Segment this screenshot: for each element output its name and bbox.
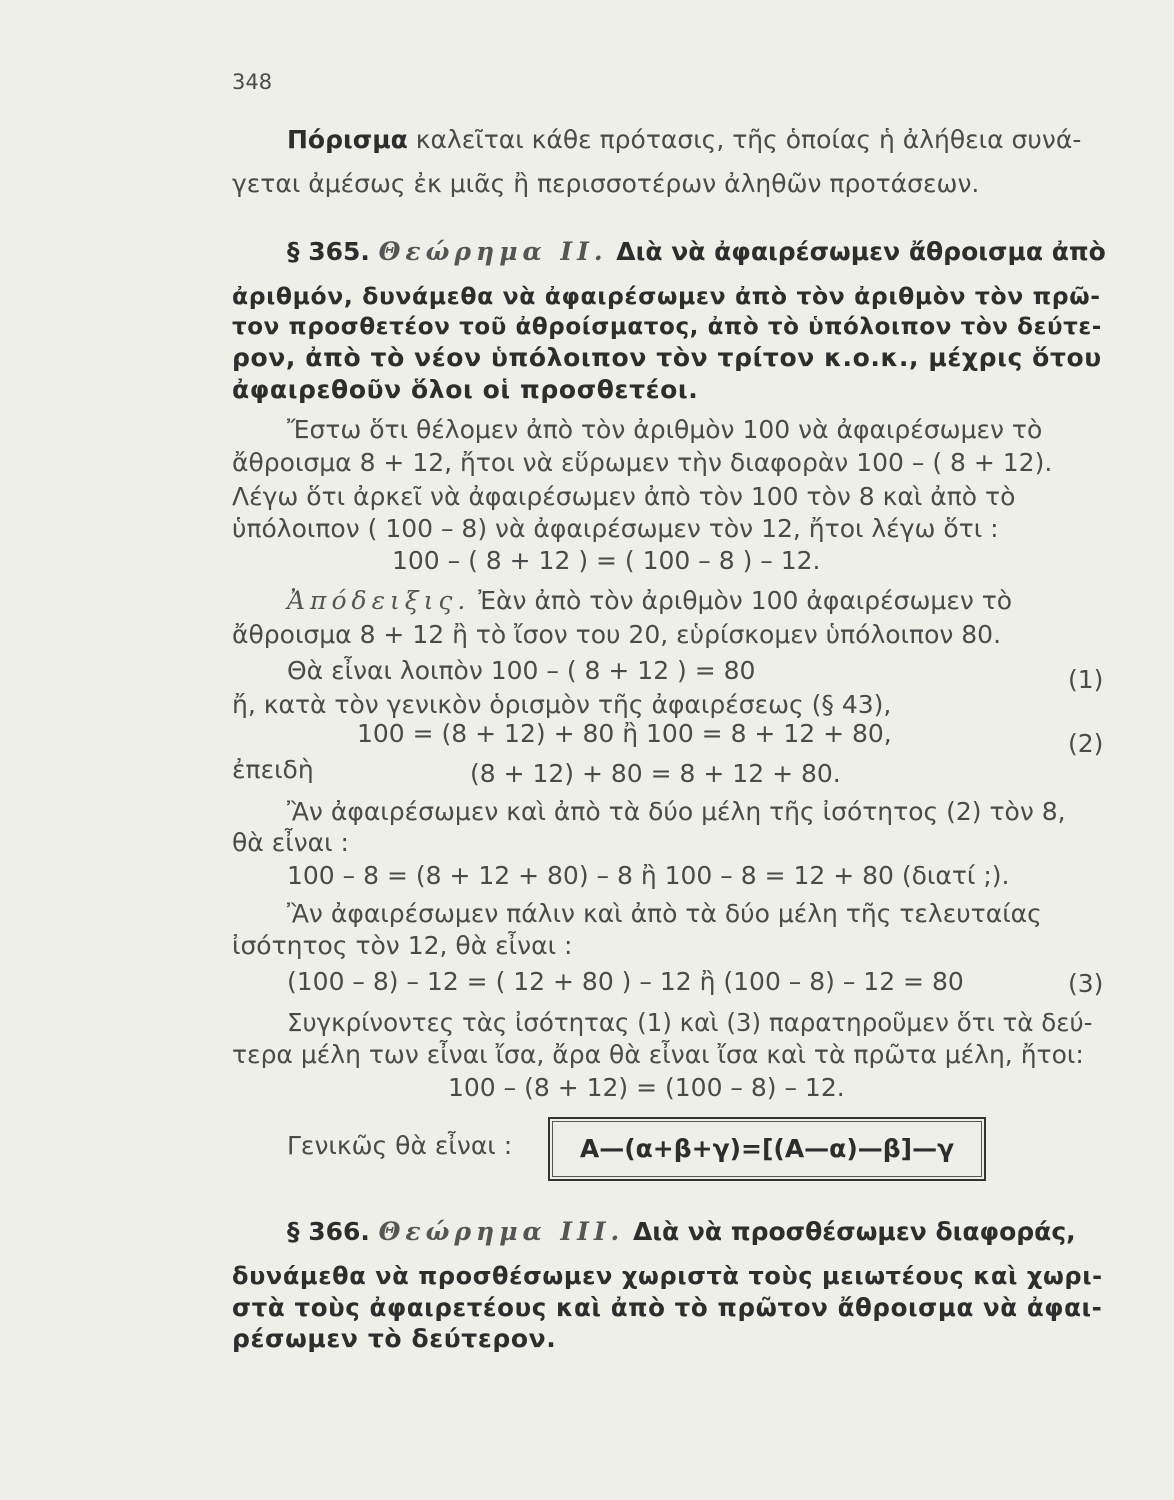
body-line: ἤ, κατὰ τὸν γενικὸν ὁρισμὸν τῆς ἀφαιρέσεως (§ 43), <box>232 690 892 719</box>
body-line: Ἔστω ὅτι θέλομεν ἀπὸ τὸν ἀριθμὸν 100 νὰ ἀφαιρέσωμεν τὸ <box>287 415 1043 444</box>
theorem-365-heading <box>287 236 1106 268</box>
theorem-365-text-1: Διὰ νὰ ἀφαιρέσωμεν ἄθροισμα ἀπὸ <box>616 237 1106 266</box>
theorem-366-line-4: ρέσωμεν τὸ δεύτερον. <box>232 1324 557 1353</box>
proof-text-1: Ἐὰν ἀπὸ τὸν ἀριθμὸν 100 ἀφαιρέσωμεν τὸ <box>478 586 1013 615</box>
body-line: ἄθροισμα 8 + 12 ἢ τὸ ἴσον του 20, εὑρίσκομεν ὑπόλοιπον 80. <box>232 620 1002 649</box>
body-line: Συγκρίνοντες τὰς ἰσότητας (1) καὶ (3) παρατηροῦμεν ὅτι τὰ δεύ- <box>287 1008 1093 1037</box>
body-line: ὑπόλοιπον ( 100 – 8) νὰ ἀφαιρέσωμεν τὸν 12, ἤτοι λέγω ὅτι : <box>232 514 999 543</box>
proof-label: Ἀπόδειξις. <box>287 586 471 615</box>
body-line: τερα μέλη των εἶναι ἴσα, ἄρα θὰ εἶναι ἴσα καὶ τὰ πρῶτα μέλη, ἤτοι: <box>232 1040 1084 1069</box>
equation: 100 – ( 8 + 12 ) = ( 100 – 8 ) – 12. <box>392 546 821 575</box>
equation-4: (100 – 8) – 12 = ( 12 + 80 ) – 12 ἢ (100 – 8) – 12 = 80 <box>287 967 964 996</box>
theorem-365-line-5: ἀφαιρεθοῦν ὅλοι οἱ προσθετέοι. <box>232 375 699 404</box>
page-number: 348 <box>232 70 273 94</box>
section-365-number: § 365. <box>287 237 370 266</box>
theorem-366-text-1: Διὰ νὰ προσθέσωμεν διαφοράς, <box>632 1217 1076 1246</box>
epeidi-label: ἐπειδὴ <box>232 755 314 784</box>
theorem-366-line-3: στὰ τοὺς ἀφαιρετέους καὶ ἀπὸ τὸ πρῶτον ἄθροισμα νὰ ἀφαι- <box>232 1293 1103 1322</box>
general-formula-box: Α—(α+β+γ)=[(Α—α)—β]—γ <box>548 1117 986 1181</box>
equation-1: Θὰ εἶναι λοιπὸν 100 – ( 8 + 12 ) = 80 <box>287 656 756 685</box>
equation-3: 100 – 8 = (8 + 12 + 80) – 8 ἢ 100 – 8 = 12 + 80 (διατί ;). <box>287 861 1010 890</box>
equation-tag-3: (3) <box>1068 969 1104 998</box>
theorem-366-label: Θεώρημα III. <box>378 1217 625 1246</box>
theorem-365-label: Θεώρημα II. <box>378 237 608 266</box>
porisma-term: Πόρισμα <box>287 125 408 154</box>
porisma-line-2: γεται ἀμέσως ἐκ μιᾶς ἢ περισσοτέρων ἀληθῶν προτάσεων. <box>232 169 980 198</box>
general-label: Γενικῶς θὰ εἶναι : <box>287 1131 513 1160</box>
theorem-365-line-3: τον προσθετέον τοῦ ἀθροίσματος, ἀπὸ τὸ ὑπόλοιπον τὸν δεύτε- <box>232 314 1102 340</box>
porisma-text-1: καλεῖται κάθε πρότασις, τῆς ὁποίας ἡ ἀλήθεια συνά- <box>415 125 1082 154</box>
body-line: Λέγω ὅτι ἀρκεῖ νὰ ἀφαιρέσωμεν ἀπὸ τὸν 100 τὸν 8 καὶ ἀπὸ τὸ <box>232 482 1016 511</box>
body-line: Ἂν ἀφαιρέσωμεν καὶ ἀπὸ τὰ δύο μέλη τῆς ἰσότητος (2) τὸν 8, <box>287 797 1066 826</box>
porisma-line-1 <box>287 124 1081 156</box>
section-366-number: § 366. <box>287 1217 370 1246</box>
theorem-366-line-2: δυνάμεθα νὰ προσθέσωμεν χωριστὰ τοὺς μειωτέους καὶ χωρι- <box>232 1262 1103 1290</box>
equation-tag-2: (2) <box>1068 729 1104 758</box>
theorem-366-heading <box>287 1216 1076 1248</box>
equation-2a: 100 = (8 + 12) + 80 ἢ 100 = 8 + 12 + 80, <box>357 719 892 748</box>
body-line: ἰσότητος τὸν 12, θὰ εἶναι : <box>232 931 573 960</box>
body-line: Ἂν ἀφαιρέσωμεν πάλιν καὶ ἀπὸ τὰ δύο μέλη τῆς τελευταίας <box>287 899 1042 928</box>
equation-tag-1: (1) <box>1068 665 1104 694</box>
equation-5: 100 – (8 + 12) = (100 – 8) – 12. <box>448 1073 845 1102</box>
theorem-365-line-4: ρον, ἀπὸ τὸ νέον ὑπόλοιπον τὸν τρίτον κ.ο.κ., μέχρις ὅτου <box>232 343 1102 372</box>
theorem-365-line-2: ἀριθμόν, δυνάμεθα νὰ ἀφαιρέσωμεν ἀπὸ τὸν ἀριθμὸν τὸν πρῶ- <box>232 282 1101 310</box>
proof-line-1 <box>287 585 1012 617</box>
body-line: ἄθροισμα 8 + 12, ἤτοι νὰ εὕρωμεν τὴν διαφορὰν 100 – ( 8 + 12). <box>232 448 1053 477</box>
body-line: θὰ εἶναι : <box>232 828 349 857</box>
equation-2b: (8 + 12) + 80 = 8 + 12 + 80. <box>470 759 841 788</box>
